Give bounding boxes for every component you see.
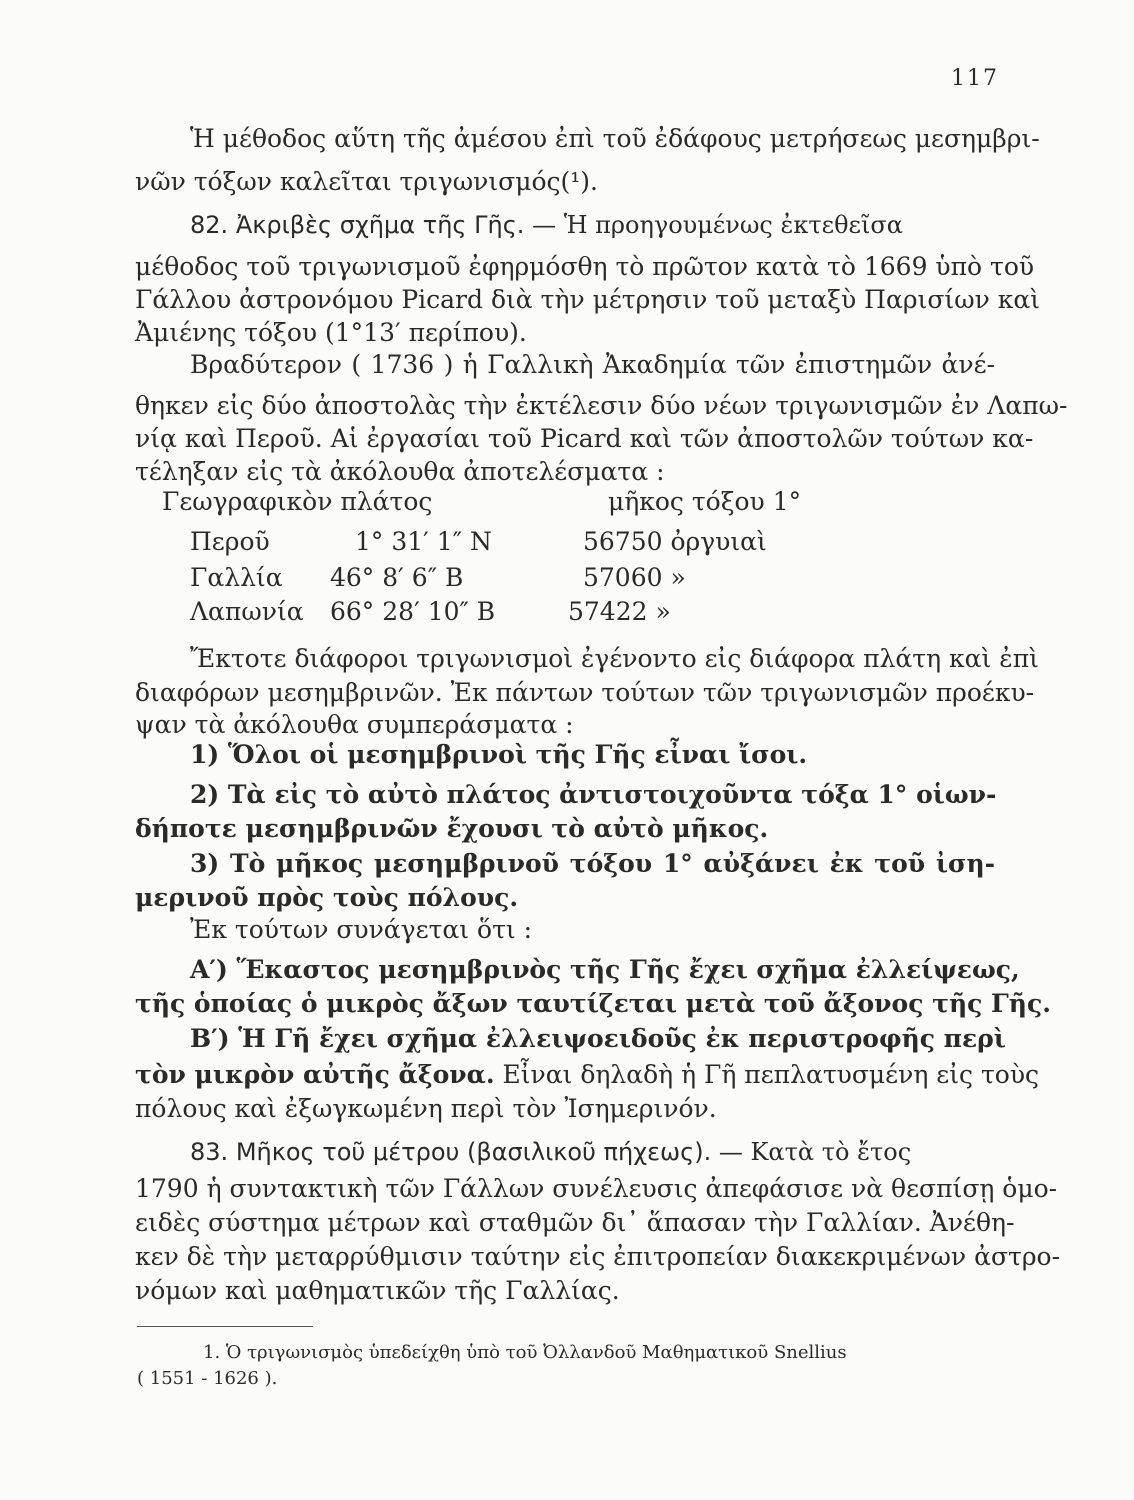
section-82-lead: — Ἡ προηγουμένως ἐκτεθεῖσα <box>532 211 903 239</box>
table-cell-place: Περοῦ <box>190 527 270 556</box>
paragraph-line: κεν δὲ τὴν μεταρρύθμισιν ταύτην εἰς ἐπιτροπείαν διακεκριμένων ἀστρο- <box>135 1242 1061 1271</box>
result-b-bold-text: τὸν μικρὸν αὐτῆς ἄξονα. <box>135 1060 495 1089</box>
paragraph-line: τέληξαν εἰς τὰ ἀκόλουθα ἀποτελέσματα : <box>135 457 665 486</box>
footnote-line: 1. Ὁ τριγωνισμὸς ὑπεδείχθη ὑπὸ τοῦ Ὀλλανδοῦ Μαθηματικοῦ Snellius <box>203 1342 847 1363</box>
section-82-heading <box>190 208 995 242</box>
paragraph-line: νῶν τόξων καλεῖται τριγωνισμός(¹). <box>135 167 598 196</box>
paragraph-line: νίᾳ καὶ Περοῦ. Αἱ ἐργασίαι τοῦ Picard καὶ τῶν ἀποστολῶν τούτων κα- <box>135 424 1034 453</box>
table-cell-place: Λαπωνία <box>190 597 304 626</box>
table-cell-place: Γαλλία <box>190 563 283 592</box>
paragraph-line: Γάλλου ἀστρονόμου Picard διὰ τὴν μέτρησιν τοῦ μεταξὺ Παρισίων καὶ <box>135 285 1041 314</box>
table-cell-latitude: 46° 8′ 6″ B <box>330 563 464 592</box>
paragraph-line: ψαν τὰ ἀκόλουθα συμπεράσματα : <box>135 710 574 739</box>
paragraph-line: 1790 ἡ συντακτικὴ τῶν Γάλλων συνέλευσις ἀπεφάσισε νὰ θεσπίσῃ ὁμο- <box>135 1174 1058 1203</box>
section-83-lead: — Κατὰ τὸ ἔτος <box>718 1138 912 1166</box>
paragraph-line: πόλους καὶ ἐξωγκωμένη περὶ τὸν Ἰσημερινόν. <box>135 1094 717 1123</box>
table-cell-length: 57422 » <box>568 597 671 626</box>
paragraph-line: Βραδύτερον ( 1736 ) ἡ Γαλλικὴ Ἀκαδημία τῶν ἐπιστημῶν ἀνέ- <box>190 350 995 379</box>
section-83-heading <box>190 1135 995 1169</box>
paragraph-line: Ἔκτοτε διάφοροι τριγωνισμοὶ ἐγένοντο εἰς διάφορα πλάτη καὶ ἐπὶ <box>190 644 1039 673</box>
paragraph-line: διαφόρων μεσημβρινῶν. Ἐκ πάντων τούτων τῶν τριγωνισμῶν προέκυ- <box>135 678 1035 707</box>
table-header-latitude: Γεωγραφικὸν πλάτος <box>162 487 433 516</box>
paragraph-line: Ἡ μέθοδος αὕτη τῆς ἀμέσου ἐπὶ τοῦ ἐδάφους μετρήσεως μεσημβρι- <box>190 124 1040 153</box>
table-header-length: μῆκος τόξου 1° <box>608 487 802 516</box>
footnote-divider <box>137 1326 313 1327</box>
result-a-cont: τῆς ὁποίας ὁ μικρὸς ἄξων ταυτίζεται μετὰ τοῦ ἄξονος τῆς Γῆς. <box>135 989 1051 1018</box>
page-number: 117 <box>951 66 999 91</box>
section-83-title: Μῆκος τοῦ μέτρου (βασιλικοῦ πήχεως). <box>235 1138 712 1166</box>
table-cell-latitude: 66° 28′ 10″ B <box>330 597 496 626</box>
table-cell-length: 56750 ὀργυιαὶ <box>583 527 767 556</box>
section-83-number: 83. <box>190 1138 229 1166</box>
paragraph-line: μέθοδος τοῦ τριγωνισμοῦ ἐφηρμόσθη τὸ πρῶτον κατὰ τὸ 1669 ὑπὸ τοῦ <box>135 252 1035 281</box>
paragraph-line: θηκεν εἰς δύο ἀποστολὰς τὴν ἐκτέλεσιν δύο νέων τριγωνισμῶν ἐν Λαπω- <box>135 391 1068 420</box>
conclusion-2-cont: δήποτε μεσημβρινῶν ἔχουσι τὸ αὐτὸ μῆκος. <box>135 814 769 843</box>
paragraph-line: νόμων καὶ μαθηματικῶν τῆς Γαλλίας. <box>135 1276 620 1305</box>
result-b-cont <box>135 1058 1040 1092</box>
result-a: Α′) Ἕκαστος μεσημβρινὸς τῆς Γῆς ἔχει σχῆμα ἐλλείψεως, <box>190 955 1020 984</box>
table-cell-latitude: 1° 31′ 1″ N <box>355 527 492 556</box>
footnote-line: ( 1551 - 1626 ). <box>137 1368 278 1389</box>
paragraph-line: ειδὲς σύστημα μέτρων καὶ σταθμῶν δι᾿ ἅπασαν τὴν Γαλλίαν. Ἀνέθη- <box>135 1208 1015 1237</box>
paragraph-line: Ἀμιένης τόξου (1°13′ περίπου). <box>135 318 527 347</box>
conclusion-1: 1) Ὅλοι οἱ μεσημβρινοὶ τῆς Γῆς εἶναι ἴσοι. <box>190 740 808 769</box>
conclusion-3-cont: μερινοῦ πρὸς τοὺς πόλους. <box>135 883 519 912</box>
result-b-normal-text: Εἶναι δηλαδὴ ἡ Γῆ πεπλατυσμένη εἰς τοὺς <box>494 1060 1040 1089</box>
conclusion-3: 3) Τὸ μῆκος μεσημβρινοῦ τόξου 1° αὐξάνει ἐκ τοῦ ἰση- <box>190 849 995 878</box>
result-b: Β′) Ἡ Γῆ ἔχει σχῆμα ἐλλειψοειδοῦς ἐκ περιστροφῆς περὶ <box>190 1024 1006 1053</box>
conclusion-2: 2) Τὰ εἰς τὸ αὐτὸ πλάτος ἀντιστοιχοῦντα τόξα 1° οἱων- <box>190 780 997 809</box>
section-82-title: Ἀκριβὲς σχῆμα τῆς Γῆς. <box>235 211 525 239</box>
paragraph-line: Ἐκ τούτων συνάγεται ὅτι : <box>190 915 533 944</box>
table-cell-length: 57060 » <box>583 563 686 592</box>
section-82-number: 82. <box>190 211 229 239</box>
